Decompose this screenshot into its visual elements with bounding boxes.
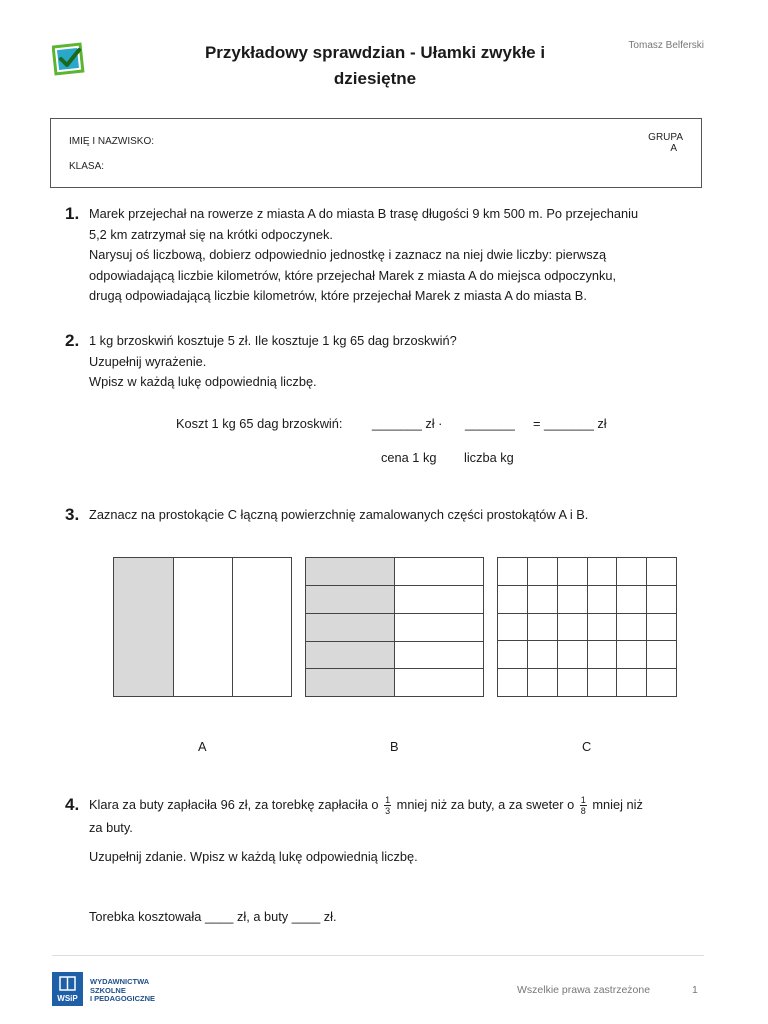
q4-answer-sentence[interactable]: Torebka kosztowała ____ zł, a buty ____ zł. [89, 909, 337, 924]
q2-blank-result[interactable]: = _______ zł [533, 416, 607, 431]
q2-blank-price[interactable]: _______ zł · [372, 416, 443, 431]
q4-instruction: Uzupełnij zdanie. Wpisz w każdą lukę odpowiednią liczbę. [89, 849, 418, 864]
frac2-numerator: 1 [580, 795, 586, 806]
publisher-line: WYDAWNICTWA [90, 977, 150, 986]
rect-a-part-shaded [114, 558, 174, 696]
q4-text-part2: mniej niż za buty, a za sweter o [396, 797, 575, 812]
frac2-denominator: 8 [580, 806, 586, 817]
rect-a-label: A [198, 739, 207, 754]
rect-c-grid [498, 558, 676, 696]
rect-b-divider [306, 585, 483, 586]
rect-a-part [174, 558, 233, 696]
q2-caption-price: cena 1 kg [381, 450, 437, 465]
q1-line: Narysuj oś liczbową, dobierz odpowiednio jednostkę i zaznacz na niej dwie liczby: pierwszą [89, 247, 607, 262]
question-4-text [89, 793, 709, 816]
q1-line: Marek przejechał na rowerze z miasta A do miasta B trasę długości 9 km 500 m. Po przejechaniu [89, 206, 639, 221]
q4-text-part1: Klara za buty zapłaciła 96 zł, za torebkę zapłaciła o [89, 797, 379, 812]
rect-a-part [233, 558, 291, 696]
question-1-text [89, 204, 709, 307]
rect-b-divider [306, 641, 483, 642]
frac1-numerator: 1 [385, 795, 391, 806]
footer-divider [52, 955, 704, 956]
publisher-line: SZKOLNE [90, 985, 126, 995]
title-line-1: Przykładowy sprawdzian - Ułamki zwykłe i [204, 43, 546, 62]
question-2-text [89, 331, 709, 393]
fraction-one-third [384, 795, 391, 816]
page-number: 1 [692, 984, 698, 996]
publisher-line: I PEDAGOGICZNE [90, 994, 156, 1003]
page-title [170, 40, 580, 92]
rect-b-shaded-column [306, 558, 395, 696]
title-line-2: dziesiętne [333, 69, 417, 88]
student-info-box [50, 118, 702, 188]
wsip-logo-text: WSiP [57, 994, 78, 1003]
q2-line: Uzupełnij wyrażenie. [89, 353, 207, 369]
fraction-one-eighth [580, 795, 587, 816]
q1-line: 5,2 km zatrzymał się na krótki odpoczynek. [89, 226, 333, 242]
question-1-number: 1. [65, 204, 80, 223]
q2-expression-label: Koszt 1 kg 65 dag brzoskwiń: [176, 416, 343, 431]
q1-line: odpowiadającą liczbie kilometrów, które przejechał Marek z miasta A do miejsca odpoczynku, [89, 267, 617, 283]
rect-b-label: B [390, 739, 399, 754]
question-3-text: Zaznacz na prostokącie C łączną powierzchnię zamalowanych części prostokątów A i B. [89, 507, 589, 522]
rect-b-divider [306, 668, 483, 669]
group-label: GRUPA [648, 132, 683, 143]
q2-line: Wpisz w każdą lukę odpowiednią liczbę. [89, 374, 317, 389]
q4-text-line2: za buty. [89, 820, 133, 835]
copyright-text: Wszelkie prawa zastrzeżone [517, 984, 651, 996]
rectangle-b [305, 557, 484, 697]
frac1-denominator: 3 [385, 806, 391, 817]
class-label: KLASA: [69, 161, 105, 172]
wsip-logo-icon [52, 972, 83, 1006]
q2-caption-quantity: liczba kg [464, 450, 514, 465]
question-4-number: 4. [65, 795, 80, 814]
question-3-number: 3. [65, 505, 80, 524]
q1-line: drugą odpowiadającą liczbie kilometrów, które przejechał Marek z miasta A do miasta B. [89, 288, 587, 303]
group-value: A [670, 143, 677, 154]
author-name: Tomasz Belferski [628, 40, 704, 51]
rectangle-a [113, 557, 292, 697]
checkmark-logo-icon [52, 42, 86, 76]
rectangle-c[interactable] [497, 557, 677, 697]
q2-blank-quantity[interactable]: _______ [465, 416, 515, 431]
publisher-name [90, 978, 155, 1004]
q2-line: 1 kg brzoskwiń kosztuje 5 zł. Ile kosztuje 1 kg 65 dag brzoskwiń? [89, 333, 457, 348]
question-2-number: 2. [65, 331, 80, 350]
q4-text-part3: mniej niż [592, 797, 643, 812]
rect-b-divider [306, 613, 483, 614]
name-label: IMIĘ I NAZWISKO: [69, 136, 155, 147]
rect-c-label: C [582, 739, 592, 754]
